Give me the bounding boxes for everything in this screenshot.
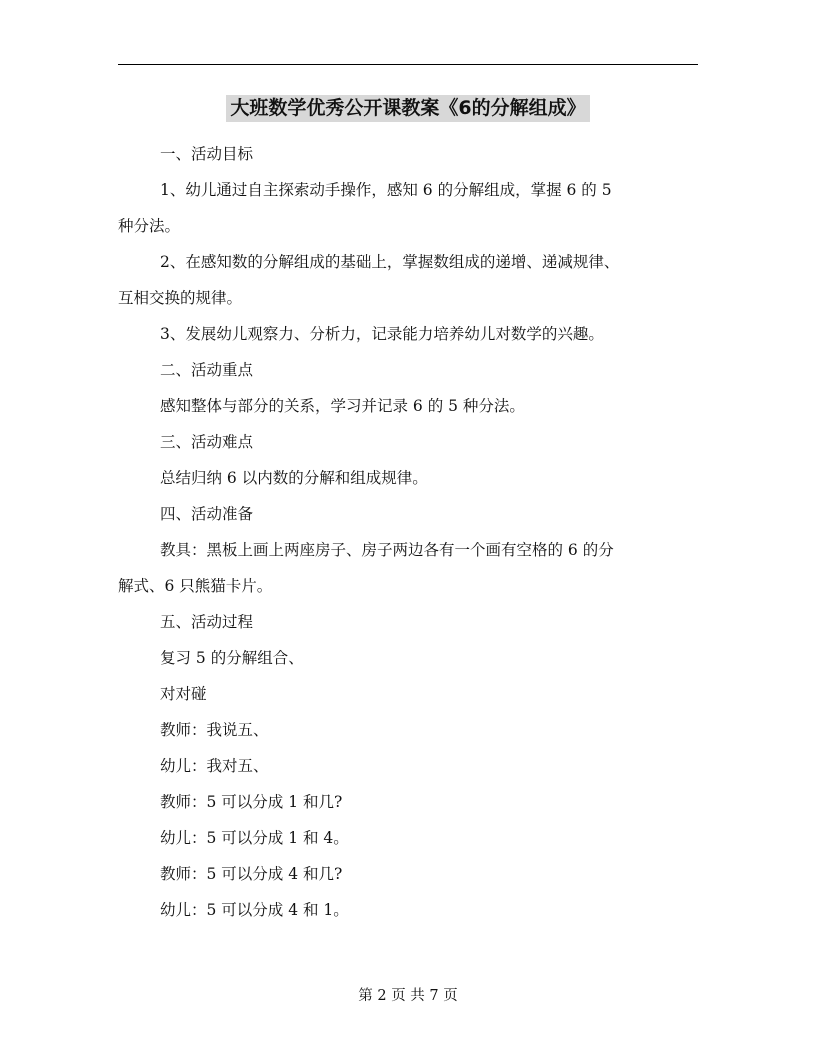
preparation-line-1: 教具：黑板上画上两座房子、房子两边各有一个画有空格的 6 的分 (160, 541, 614, 559)
process-game: 对对碰 (160, 685, 207, 703)
dialogue-line: 幼儿：5 可以分成 1 和 4。 (160, 829, 349, 847)
goal-2-line-1: 2、在感知数的分解组成的基础上，掌握数组成的递增、递减规律、 (160, 253, 620, 271)
dialogue-line: 教师：5 可以分成 1 和几? (160, 793, 343, 811)
heading-key-points: 二、活动重点 (160, 361, 254, 379)
heading-process: 五、活动过程 (160, 613, 254, 631)
dialogue-line: 教师：我说五、 (160, 721, 269, 739)
process-review: 复习 5 的分解组合、 (160, 649, 304, 667)
preparation-line-2: 解式、6 只熊猫卡片。 (118, 577, 273, 595)
dialogue-line: 幼儿：我对五、 (160, 757, 269, 775)
heading-difficulties: 三、活动难点 (160, 433, 254, 451)
goal-3: 3、发展幼儿观察力、分析力，记录能力培养幼儿对数学的兴趣。 (160, 325, 604, 343)
key-points-text: 感知整体与部分的关系，学习并记录 6 的 5 种分法。 (160, 397, 525, 415)
dialogue-line: 幼儿：5 可以分成 4 和 1。 (160, 901, 349, 919)
heading-goals: 一、活动目标 (160, 145, 254, 163)
document-title: 大班数学优秀公开课教案《6的分解组成》 (226, 95, 589, 122)
goal-1-line-1: 1、幼儿通过自主探索动手操作，感知 6 的分解组成，掌握 6 的 5 (160, 181, 612, 199)
goal-2-line-2: 互相交换的规律。 (118, 289, 243, 307)
page-number-footer: 第 2 页 共 7 页 (358, 988, 458, 1004)
difficulties-text: 总结归纳 6 以内数的分解和组成规律。 (160, 469, 428, 487)
header-rule (118, 64, 698, 65)
heading-preparation: 四、活动准备 (160, 505, 254, 523)
goal-1-line-2: 种分法。 (118, 217, 181, 235)
document-body (118, 136, 698, 928)
title-block (0, 95, 816, 122)
dialogue-line: 教师：5 可以分成 4 和几? (160, 865, 343, 883)
